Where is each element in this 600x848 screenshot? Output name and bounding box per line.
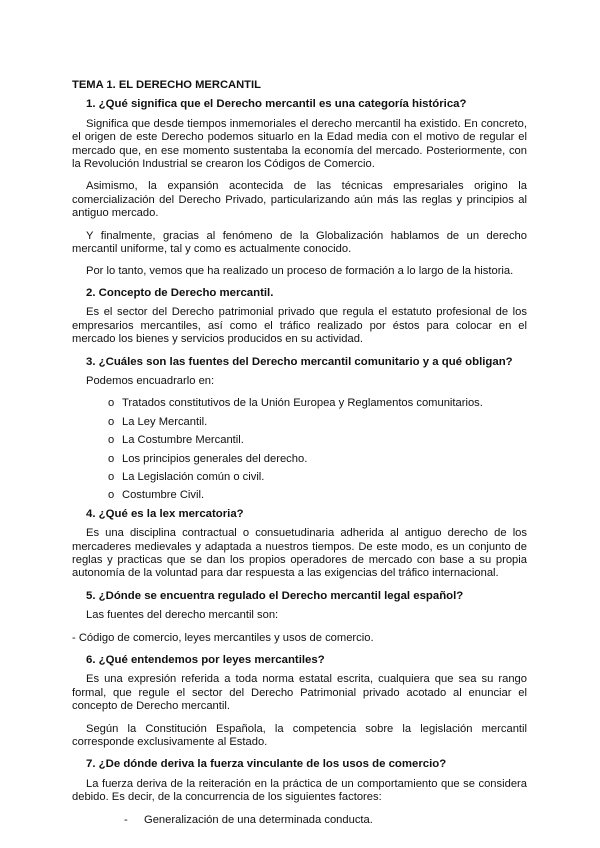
- paragraph: - Código de comercio, leyes mercantiles y usos de comercio.: [72, 631, 374, 644]
- section-heading: 2. Concepto de Derecho mercantil.: [86, 286, 274, 299]
- bullet-marker: o: [108, 397, 115, 410]
- section-heading: 6. ¿Qué entendemos por leyes mercantiles?: [86, 654, 325, 666]
- list-item-text: Costumbre Civil.: [122, 489, 205, 502]
- paragraph: Las fuentes del derecho mercantil son:: [86, 609, 279, 622]
- list-item-text: Los principios generales del derecho.: [122, 452, 308, 465]
- section-heading: 1. ¿Qué significa que el Derecho mercantil es una categoría histórica?: [86, 98, 467, 111]
- list-item-text: La Costumbre Mercantil.: [122, 434, 244, 447]
- list-item: [72, 489, 527, 502]
- paragraph: Asimismo, la expansión acontecida de las técnicas empresariales origino la comercialización del Derecho Privado, particularizando aún más las reglas y principios al antiguo mercado.: [72, 180, 527, 220]
- bullet-marker: o: [108, 434, 115, 447]
- section-heading: 7. ¿De dónde deriva la fuerza vinculante de los usos de comercio?: [86, 758, 447, 771]
- sources-list: [72, 397, 527, 502]
- list-item: [72, 471, 527, 484]
- section-heading: 4. ¿Qué es la lex mercatoria?: [86, 507, 244, 520]
- paragraph: Es una disciplina contractual o consuetudinaria adherida al antiguo derecho de los mercaderes medievales y adaptada a nuestros tiempos. De este modo, es un conjunto de reglas y practicas que se dan los propios operadores de mercado con base a su propia autonomía de la voluntad para dar respuesta a las exigencias del tráfico internacional.: [72, 527, 527, 580]
- bullet-marker: o: [108, 415, 115, 428]
- bullet-marker: o: [108, 470, 115, 483]
- list-item-text: Tratados constitutivos de la Unión Europea y Reglamentos comunitarios.: [122, 397, 483, 410]
- list-item: [72, 416, 527, 429]
- list-item-text: Generalización de una determinada conducta.: [144, 813, 373, 826]
- paragraph: Significa que desde tiempos inmemoriales el derecho mercantil ha existido. En concreto, el origen de este Derecho podemos situarlo en la Edad media con el motivo de regular el mercado que, en ese momento sustentaba la economía del mercado. Posteriormente, con la Revolución Industrial se crearon los Códigos de Comercio.: [72, 117, 527, 171]
- bullet-marker: o: [108, 489, 115, 502]
- bullet-marker: o: [108, 452, 115, 465]
- list-item: [72, 453, 527, 466]
- factors-list: [72, 814, 527, 827]
- list-item: [72, 397, 527, 410]
- paragraph: La fuerza deriva de la reiteración en la práctica de un comportamiento que se considera debido. Es decir, de la concurrencia de los siguientes factores:: [72, 777, 527, 804]
- paragraph: Según la Constitución Española, la competencia sobre la legislación mercantil corresponde exclusivamente al Estado.: [72, 722, 527, 749]
- paragraph: Podemos encuadrarlo en:: [86, 374, 215, 387]
- bullet-marker: -: [124, 813, 128, 826]
- list-item-text: La Legislación común o civil.: [122, 470, 265, 483]
- document-body: [72, 79, 527, 827]
- list-item: [72, 814, 527, 827]
- document-title: TEMA 1. EL DERECHO MERCANTIL: [72, 79, 261, 91]
- section-heading: 5. ¿Dónde se encuentra regulado el Derecho mercantil legal español?: [86, 589, 464, 602]
- section-heading: 3. ¿Cuáles son las fuentes del Derecho mercantil comunitario y a qué obligan?: [86, 355, 513, 368]
- paragraph: Por lo tanto, vemos que ha realizado un proceso de formación a lo largo de la historia.: [86, 265, 514, 278]
- paragraph: Y finalmente, gracias al fenómeno de la Globalización hablamos de un derecho mercantil uniforme, tal y como es actualmente conocido.: [72, 229, 527, 256]
- list-item: [72, 434, 527, 447]
- paragraph: Es una expresión referida a toda norma estatal escrita, cualquiera que sea su rango formal, que regule el sector del Derecho Patrimonial privado acotado al enunciar el concepto de Derecho mercantil.: [72, 673, 527, 713]
- list-item-text: La Ley Mercantil.: [122, 415, 208, 428]
- paragraph: Es el sector del Derecho patrimonial privado que regula el estatuto profesional de los empresarios mercantiles, así como el tráfico realizado por éstos para colocar en el mercado los bienes y servicios producidos en su actividad.: [72, 306, 527, 346]
